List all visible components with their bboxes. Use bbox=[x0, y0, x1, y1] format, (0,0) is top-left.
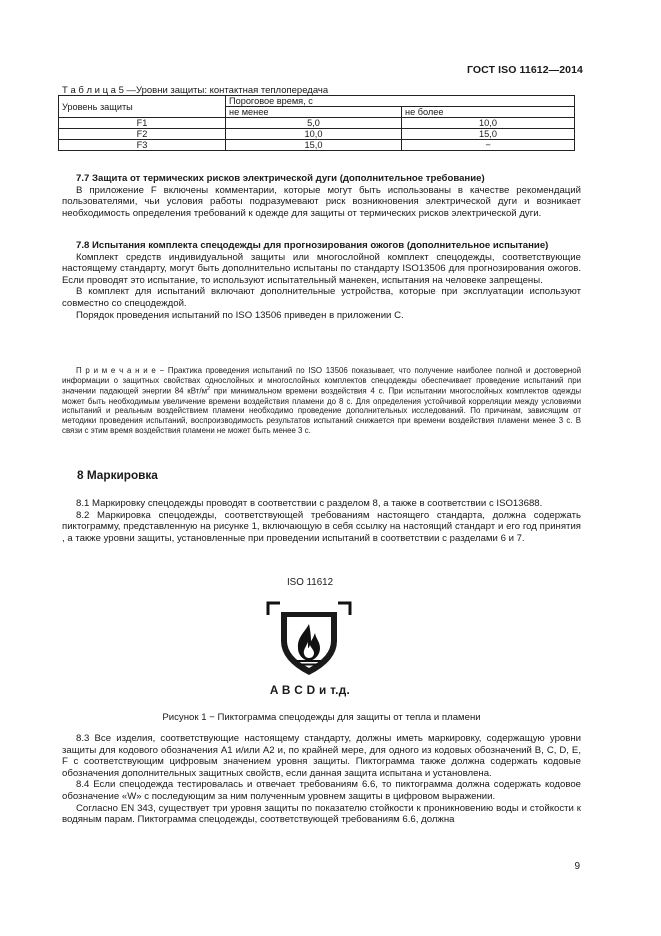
table-header-max: не более bbox=[402, 107, 575, 118]
table-cell-level: F3 bbox=[59, 140, 226, 151]
flame-shield-icon bbox=[264, 599, 354, 679]
table-header-level: Уровень защиты bbox=[59, 96, 226, 118]
paragraph: 8.1 Маркировку спецодежды проводят в соответствии с разделом 8, а также в соответствии с ISO13688. bbox=[76, 498, 543, 509]
page-number: 9 bbox=[574, 861, 580, 872]
table-row bbox=[59, 140, 575, 151]
protection-levels-table bbox=[58, 95, 575, 151]
note-label: П р и м е ч а н и е bbox=[76, 366, 156, 375]
table-cell-min: 10,0 bbox=[226, 129, 402, 140]
note-block bbox=[62, 366, 581, 436]
figure-top-label: ISO 11612 bbox=[286, 577, 334, 588]
document-header: ГОСТ ISO 11612—2014 bbox=[466, 64, 583, 76]
table-cell-max: 10,0 bbox=[402, 118, 575, 129]
table-row bbox=[59, 118, 575, 129]
section-heading: 7.7 Защита от термических рисков электрической дуги (дополнительное требование) bbox=[76, 173, 485, 184]
paragraph: 8.3 Все изделия, соответствующие настоящему стандарту, должны иметь маркировку, содержащую уровни защиты для кодового обозначения А1 и/или А2 и, по крайней мере, для одного из кодовых обозначений B, C, D, E, F с соответствующим цифровым значением уровня защиты. Пиктограмма также должна содержать кодовые обозначения дополнительных защитных свойств, если данная защита испытана и установлена. bbox=[62, 733, 581, 779]
section-8-intro bbox=[62, 498, 581, 544]
table-cell-min: 5,0 bbox=[226, 118, 402, 129]
table-caption: Т а б л и ц а 5 —Уровни защиты: контактная теплопередача bbox=[62, 85, 329, 96]
section-7-7 bbox=[62, 173, 581, 219]
figure-caption: Рисунок 1 − Пиктограмма спецодежды для защиты от тепла и пламени bbox=[162, 712, 481, 723]
paragraph: Комплект средств индивидуальной защиты или многослойной комплект спецодежды, соответствующие настоящему стандарту, могут быть дополнительно испытаны по стандарту ISO13506 для прогнозирования ожогов. Если проводят это испытание, то используют испытательный манекен, испытания на человеке запрещены. bbox=[62, 251, 581, 286]
paragraph: Согласно EN 343, существует три уровня защиты по показателю стойкости к проникновению воды и стойкости к водяным парам. Пиктограмма спецодежды, соответствующей требованиям 6.6, должна bbox=[62, 802, 581, 826]
section-7-8 bbox=[62, 240, 581, 321]
paragraph: 8.4 Если спецодежда тестировалась и отвечает требованиям 6.6, то пиктограмма должна содержать кодовое обозначение «W» с последующим за ним полученным уровнем защиты в цифровом выражении. bbox=[62, 779, 581, 802]
note-superscript: 2 bbox=[207, 386, 211, 393]
paragraph: Порядок проведения испытаний по ISO 13506 приведен в приложении С. bbox=[76, 309, 404, 321]
table-row bbox=[59, 129, 575, 140]
table-cell-level: F2 bbox=[59, 129, 226, 140]
table-cell-min: 15,0 bbox=[226, 140, 402, 151]
section-8-rules bbox=[62, 733, 581, 826]
note-paragraph bbox=[62, 366, 581, 436]
table-header-min: не менее bbox=[226, 107, 402, 118]
paragraph: 8.2 Маркировка спецодежды, соответствующей требованиям настоящего стандарта, должна содержать пиктограмму, представленную на рисунке 1, включающую в себя ссылку на настоящий стандарт и его год принятия , а также уровни защиты, установленные при проведении испытаний в соответствии с разделами 6 и 7. bbox=[62, 509, 581, 544]
paragraph: В приложение F включены комментарии, которые могут быть использованы в качестве рекомендаций пользователями, чьи условия работы подразумевают риск возникновения электрической дуги и возникает необходимость определения требований к одежде для защиты от термических рисков электрической дуги. bbox=[62, 184, 581, 219]
table-cell-level: F1 bbox=[59, 118, 226, 129]
section-heading: 7.8 Испытания комплекта спецодежды для прогнозирования ожогов (дополнительное испытание) bbox=[76, 240, 549, 251]
table-cell-max: 15,0 bbox=[402, 129, 575, 140]
note-text: при минимальном времени воздействия 4 с. При испытании многослойных комплектов одежды может быть необходимым увеличение времени воздействия пламени до 8 с. Для определения устойчивой корреляции между условиями испытаний и реальным воздействием пламени необходимо проведение дополнительных исследований. По причинам, зависящим от методики проведения испытаний, воспроизводимость результатов испытаний снижается при времени воздействия пламени менее 3 с. В связи с этим время воздействия пламени не может быть менее 3 с. bbox=[62, 387, 582, 435]
figure-bottom-label: A B C D и т.д. bbox=[269, 683, 351, 697]
paragraph: В комплект для испытаний включают дополнительные устройства, которые при эксплуатации используют совместно со спецодеждой. bbox=[62, 286, 581, 309]
note-text: − Практика проведения испытаний по ISO 13506 показывает, что получение наиболее полной и достоверной информации о защитных свойствах однослойных и многослойных комплектов спецодежды обеспечивает проведение испытаний при значении падающей энергии 84 кВт/м bbox=[62, 366, 582, 397]
section-8-heading: 8 Маркировка bbox=[77, 468, 158, 482]
table-cell-max: − bbox=[402, 140, 575, 151]
table-header-threshold: Пороговое время, с bbox=[226, 96, 575, 107]
